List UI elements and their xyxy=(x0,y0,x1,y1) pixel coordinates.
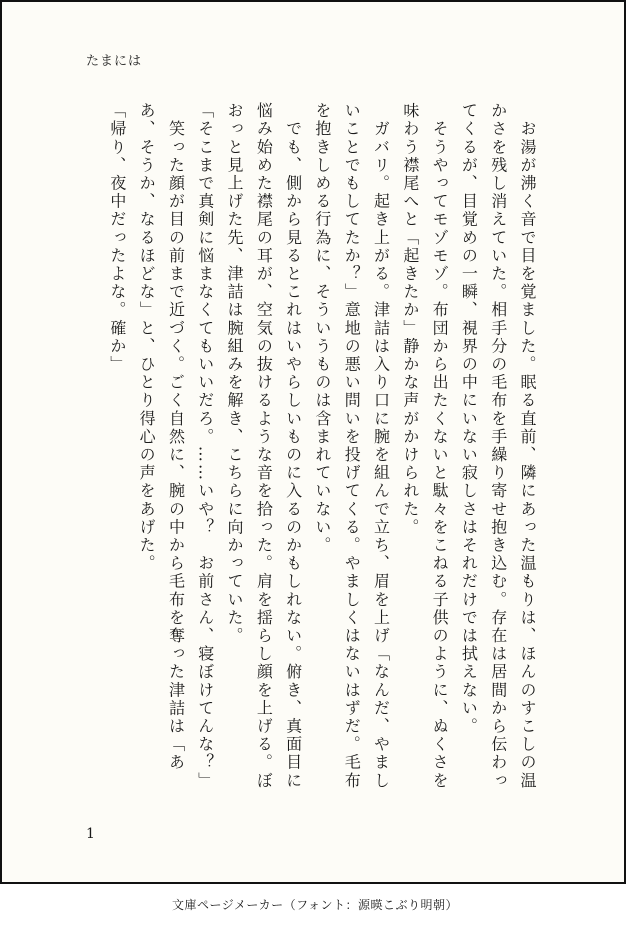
paragraph: 「帰り、夜中だったよな。確か」 xyxy=(107,102,127,374)
paragraph: 「そこまで真剣に悩まなくてもいいだろ。……いや？ お前さん、寝ぼけてんな？」 xyxy=(195,102,215,790)
paragraph: そうやってモゾモゾ。布団から出たくないと駄々をこねる子供のように、ぬくさを味わう襟尾へと「起きたか」静かな声がかけられた。 xyxy=(400,102,450,790)
paragraph: でも、側から見るとこれはいやらしいものに入るのかもしれない。俯き、真面目に悩み始めた襟尾の耳が、空気の抜けるような音を拾った。肩を揺らし顔を上げる。ぼおっと見上げた先、津詰は腕組みを解き、こちらに向かっていた。 xyxy=(225,102,303,790)
running-head-title: たまには xyxy=(86,54,143,69)
page-number: 1 xyxy=(86,826,95,842)
paragraph: ガバリ。起き上がる。津詰は入り口に腕を組んで立ち、眉を上げ「なんだ、やましいことでもしてたか？」意地の悪い問いを投げてくる。やましくはないはずだ。毛布を抱きしめる行為に、そういうものは含まれていない。 xyxy=(312,102,391,790)
footer-credit: 文庫ページメーカー（フォント：源暎こぶり明朝） xyxy=(171,898,459,912)
body-text xyxy=(74,102,542,802)
paragraph: お湯が沸く音で目を覚ました。眠る直前、隣にあった温もりは、ほんのすこしの温かさを残し消えていた。相手分の毛布を手繰り寄せ抱き込む。存在は居間から伝わってくるが、目覚めの一瞬、視界の中にいない寂しさはそれだけでは拭えない。 xyxy=(459,102,537,790)
paragraph: 笑った顔が目の前まで近づく。ごく自然に、腕の中から毛布を奪った津詰は「ああ、そうか、なるほどな」と、ひとり得心の声をあげた。 xyxy=(137,102,186,772)
